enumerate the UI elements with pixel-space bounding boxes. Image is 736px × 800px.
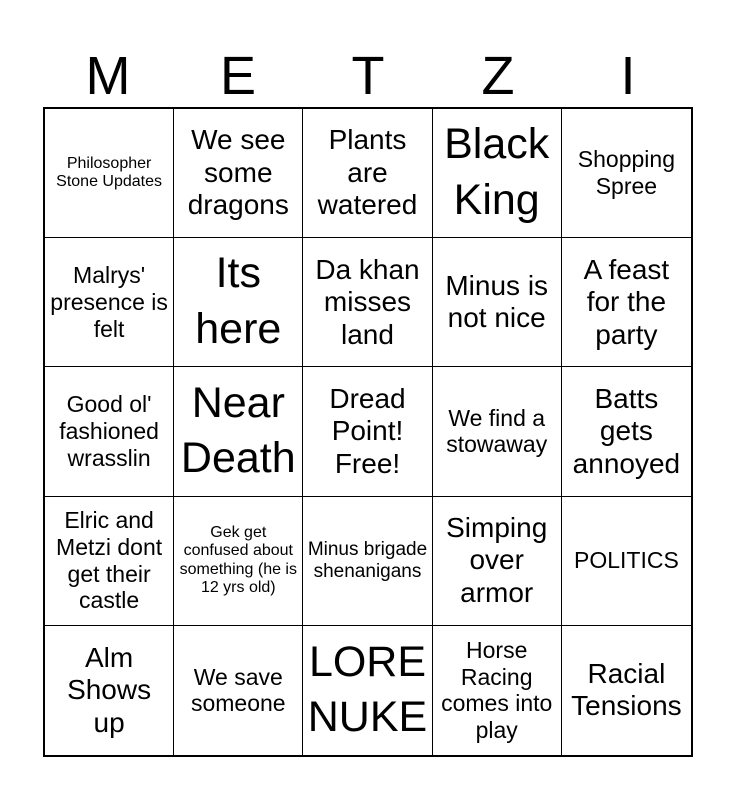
bingo-cell[interactable] [174,497,303,626]
header-letter-m: M [85,46,131,106]
bingo-cell[interactable] [45,626,174,755]
bingo-cell[interactable] [562,238,691,367]
bingo-cell[interactable] [174,109,303,238]
header-letter-z: Z [481,46,515,106]
cell-text: Its here [195,249,282,354]
bingo-cell[interactable] [303,238,432,367]
bingo-cell[interactable] [433,367,562,496]
cell-text: Minus is not nice [445,269,549,334]
cell-text: Good ol' fashioned wrasslin [59,391,159,471]
cell-text: We save someone [190,663,286,717]
cell-text: Plants are watered [317,124,418,221]
bingo-cell[interactable] [303,367,432,496]
cell-text: Black King [444,120,550,225]
bingo-cell[interactable] [433,497,562,626]
bingo-cell[interactable] [174,238,303,367]
bingo-cell[interactable] [433,238,562,367]
bingo-cell[interactable] [303,626,432,755]
bingo-cell[interactable] [45,367,174,496]
cell-text: LORE NUKE [307,637,428,742]
header-letter-i: I [620,46,636,106]
bingo-cell[interactable] [433,626,562,755]
cell-text: Philosopher Stone Updates [56,154,163,191]
cell-text: Near Death [180,378,296,483]
cell-text: Shopping Spree [577,146,675,200]
bingo-cell[interactable] [562,109,691,238]
bingo-cell[interactable] [174,367,303,496]
cell-text: A feast for the party [583,253,670,350]
bingo-cell[interactable] [562,497,691,626]
cell-text: Da khan misses land [315,253,420,350]
cell-text: Gek get confused about something (he is 12 yrs old) [179,523,297,597]
cell-text: Alm Shows up [67,641,152,738]
header-letter-e: E [219,46,257,106]
cell-text: We find a stowaway [446,404,548,458]
bingo-cell[interactable] [562,367,691,496]
cell-text: Dread Point! Free! [329,382,406,479]
bingo-header [43,44,693,108]
cell-text: POLITICS [573,547,679,574]
bingo-cell[interactable] [45,497,174,626]
cell-text: Elric and Metzi dont get their castle [56,507,163,614]
bingo-cell[interactable] [303,109,432,238]
cell-text: Racial Tensions [571,657,682,722]
bingo-grid [43,107,693,757]
cell-text: Simping over armor [446,511,548,608]
bingo-cell[interactable] [45,238,174,367]
cell-text: Minus brigade shenanigans [307,538,428,582]
cell-text: Horse Racing comes into play [441,637,553,744]
cell-text: Batts gets annoyed [572,382,681,479]
bingo-cell[interactable] [562,626,691,755]
cell-text: Malrys' presence is felt [50,262,168,342]
header-letter-t: T [351,46,385,106]
bingo-cell[interactable] [45,109,174,238]
bingo-cell[interactable] [174,626,303,755]
bingo-cell[interactable] [303,497,432,626]
cell-text: We see some dragons [187,124,289,221]
bingo-cell[interactable] [433,109,562,238]
